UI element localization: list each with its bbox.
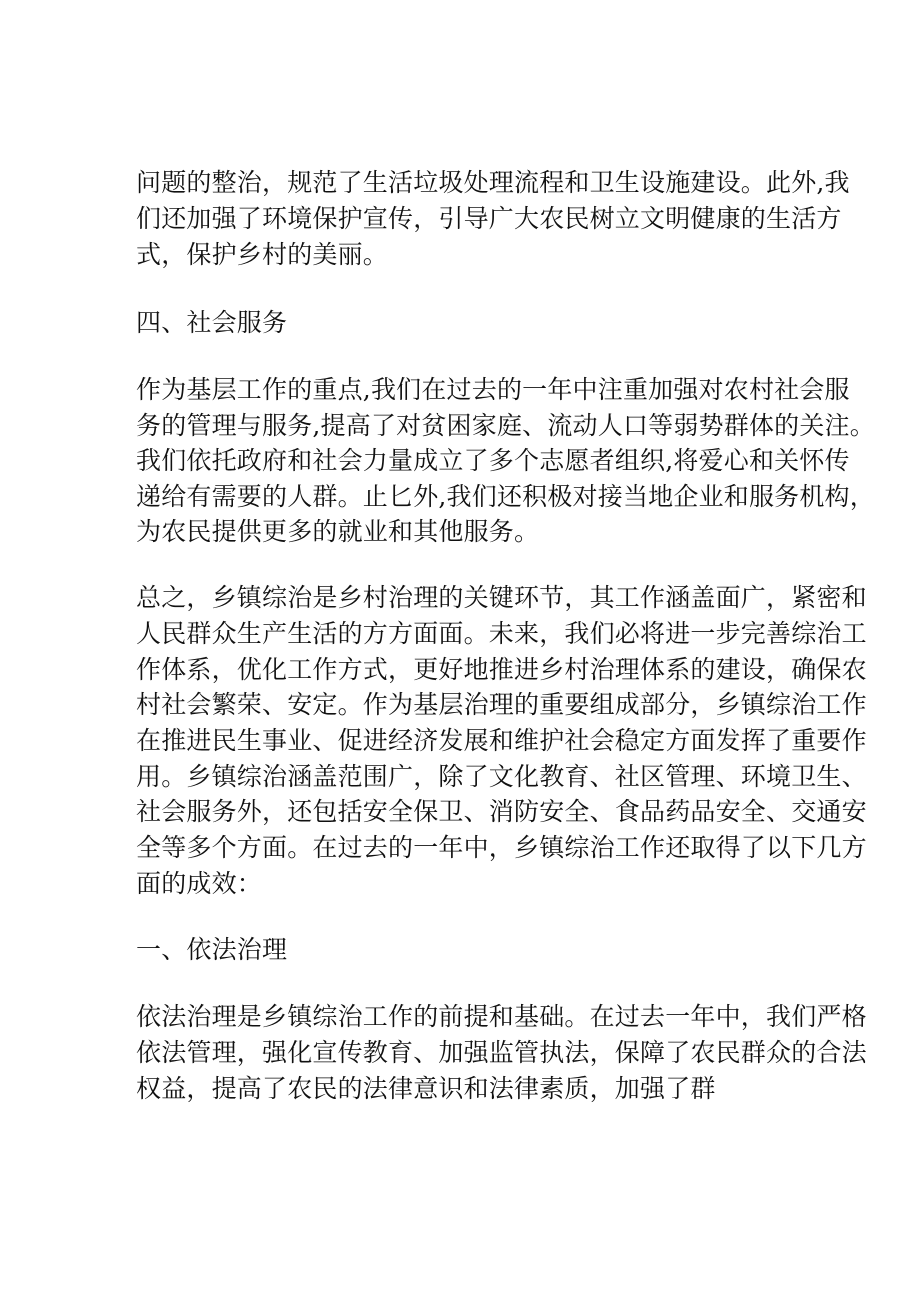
paragraph-line: 们还加强了环境保护宣传，引导广大农民树立文明健康的生活方 (136, 204, 842, 233)
paragraph-line: 依法治理是乡镇综治工作的前提和基础。在过去一年中，我们严格 (136, 1002, 867, 1031)
paragraph-line: 作体系，优化工作方式，更好地推进乡村治理体系的建设，确保农 (136, 655, 867, 684)
paragraph-line: 在推进民生事业、促进经济发展和维护社会稳定方面发挥了重要作 (136, 726, 867, 755)
paragraph-line: 务的管理与服务,提高了对贫困家庭、流动人口等弱势群体的关注。 (136, 411, 875, 440)
paragraph-line: 人民群众生产生活的方方面面。未来，我们必将进一步完善综治工 (136, 619, 867, 648)
paragraph-line: 式，保护乡村的美丽。 (136, 240, 389, 269)
paragraph-line: 依法管理，强化宣传教育、加强监管执法，保障了农民群众的合法 (136, 1038, 867, 1067)
section-heading: 四、社会服务 (136, 308, 288, 337)
paragraph-line: 我们依托政府和社会力量成立了多个志愿者组织,将爱心和关怀传 (136, 446, 850, 475)
paragraph-line: 作为基层工作的重点,我们在过去的一年中注重加强对农村社会服 (136, 375, 850, 404)
section-heading: 一、依法治理 (136, 935, 288, 964)
paragraph-line: 社会服务外，还包括安全保卫、消防安全、食品药品安全、交通安 (136, 797, 867, 826)
paragraph-line: 为农民提供更多的就业和其他服务。 (136, 517, 540, 546)
paragraph-line: 村社会繁荣、安定。作为基层治理的重要组成部分，乡镇综治工作 (136, 690, 867, 719)
paragraph-line: 面的成效： (136, 869, 263, 898)
paragraph-line: 递给有需要的人群。止匕外,我们还积极对接当地企业和服务机构， (136, 482, 875, 511)
paragraph-line: 权益，提高了农民的法律意识和法律素质，加强了群 (136, 1074, 716, 1103)
paragraph-line: 总之，乡镇综治是乡村治理的关键环节，其工作涵盖面广，紧密和 (136, 583, 867, 612)
paragraph-line: 全等多个方面。在过去的一年中，乡镇综治工作还取得了以下几方 (136, 833, 867, 862)
paragraph-line: 用。乡镇综治涵盖范围广，除了文化教育、社区管理、环境卫生、 (136, 762, 867, 791)
paragraph-line: 问题的整治，规范了生活垃圾处理流程和卫生设施建设。此外,我 (136, 168, 850, 197)
